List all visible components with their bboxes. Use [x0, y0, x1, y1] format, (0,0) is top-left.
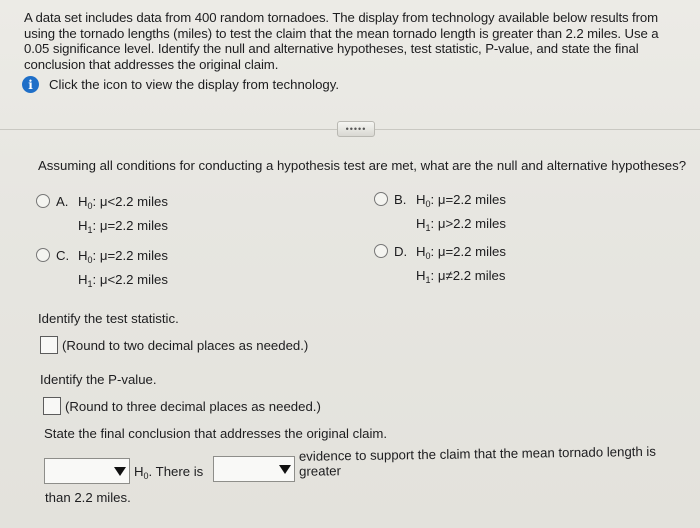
option-d-h0: : μ=2.2 miles [430, 244, 506, 259]
test-statistic-input[interactable] [40, 336, 58, 354]
conclusion-h0-prefix: H [134, 464, 144, 479]
p-value-prompt: Identify the P-value. [40, 372, 157, 387]
option-d[interactable] [374, 242, 506, 290]
option-c-h0-prefix: H [78, 248, 88, 263]
test-statistic-hint: (Round to two decimal places as needed.) [62, 337, 309, 353]
option-d-h1-sub: 1 [425, 275, 431, 285]
radio-option-b[interactable] [374, 192, 388, 206]
expand-button[interactable] [337, 121, 375, 137]
hypothesis-question: Assuming all conditions for conducting a hypothesis test are met, what are the null and alternative hypotheses? [38, 158, 687, 173]
p-value-input[interactable] [43, 397, 61, 415]
option-b-h1-prefix: H [416, 216, 426, 231]
radio-option-d[interactable] [374, 244, 388, 258]
option-c-h0-sub: 0 [87, 255, 93, 265]
option-c[interactable] [36, 246, 168, 294]
option-a-h0: : μ<2.2 miles [92, 194, 168, 209]
conclusion-there-is: . There is [148, 464, 204, 479]
technology-display-label: Click the icon to view the display from technology. [49, 77, 340, 92]
option-d-h0-prefix: H [416, 244, 426, 259]
option-a-h0-sub: 0 [87, 201, 93, 211]
chevron-down-icon [114, 467, 126, 476]
option-b-h1-sub: 1 [425, 223, 431, 233]
chevron-down-icon [279, 465, 291, 474]
option-a-letter: A. [56, 194, 69, 209]
option-b-letter: B. [394, 192, 407, 207]
option-c-h1-sub: 1 [87, 279, 93, 289]
info-icon[interactable]: i [22, 76, 39, 93]
evidence-level-dropdown[interactable] [213, 456, 295, 482]
p-value-row [43, 397, 321, 415]
problem-statement: A data set includes data from 400 random tornadoes. The display from technology available below results from using the tornado lengths (miles) to test the claim that the mean tornado length is greater than 2.2 miles. Use a 0.05 significance level. Identify the null and alternative hypotheses, test statistic, P-value, and state the final conclusion that addresses the original claim. [24, 10, 659, 72]
conclusion-h0-label [134, 464, 203, 481]
ellipsis-icon: ••••• [345, 123, 367, 134]
option-c-letter: C. [56, 248, 70, 263]
option-d-h1-prefix: H [416, 268, 426, 283]
option-b-h0-sub: 0 [425, 199, 431, 209]
option-a[interactable] [36, 192, 168, 240]
conclusion-tail-continued: than 2.2 miles. [45, 490, 131, 505]
conclusion-h0-sub: 0 [143, 471, 149, 481]
option-b-h0-prefix: H [416, 192, 426, 207]
radio-option-a[interactable] [36, 194, 50, 208]
option-a-h0-prefix: H [78, 194, 88, 209]
option-b-h0: : μ=2.2 miles [430, 192, 506, 207]
p-value-hint: (Round to three decimal places as needed.) [65, 398, 321, 414]
option-c-h1-prefix: H [78, 272, 88, 287]
option-a-h1-sub: 1 [87, 225, 93, 235]
option-d-h0-sub: 0 [425, 251, 431, 261]
option-c-h0: : μ=2.2 miles [92, 248, 168, 263]
radio-option-c[interactable] [36, 248, 50, 262]
conclusion-tail-text: evidence to support the claim that the mean tornado length is greater [298, 443, 657, 479]
option-d-h1: : μ≠2.2 miles [430, 268, 506, 283]
option-d-letter: D. [394, 244, 408, 259]
option-c-h1: : μ<2.2 miles [92, 272, 168, 287]
technology-display-row [22, 76, 339, 93]
reject-decision-dropdown[interactable] [44, 458, 130, 484]
test-statistic-row [40, 336, 308, 354]
option-b[interactable] [374, 190, 506, 238]
option-a-h1-prefix: H [78, 218, 88, 233]
conclusion-prompt: State the final conclusion that addresses the original claim. [44, 426, 388, 441]
option-b-h1: : μ>2.2 miles [430, 216, 506, 231]
test-statistic-prompt: Identify the test statistic. [38, 311, 179, 326]
option-a-h1: : μ=2.2 miles [92, 218, 168, 233]
